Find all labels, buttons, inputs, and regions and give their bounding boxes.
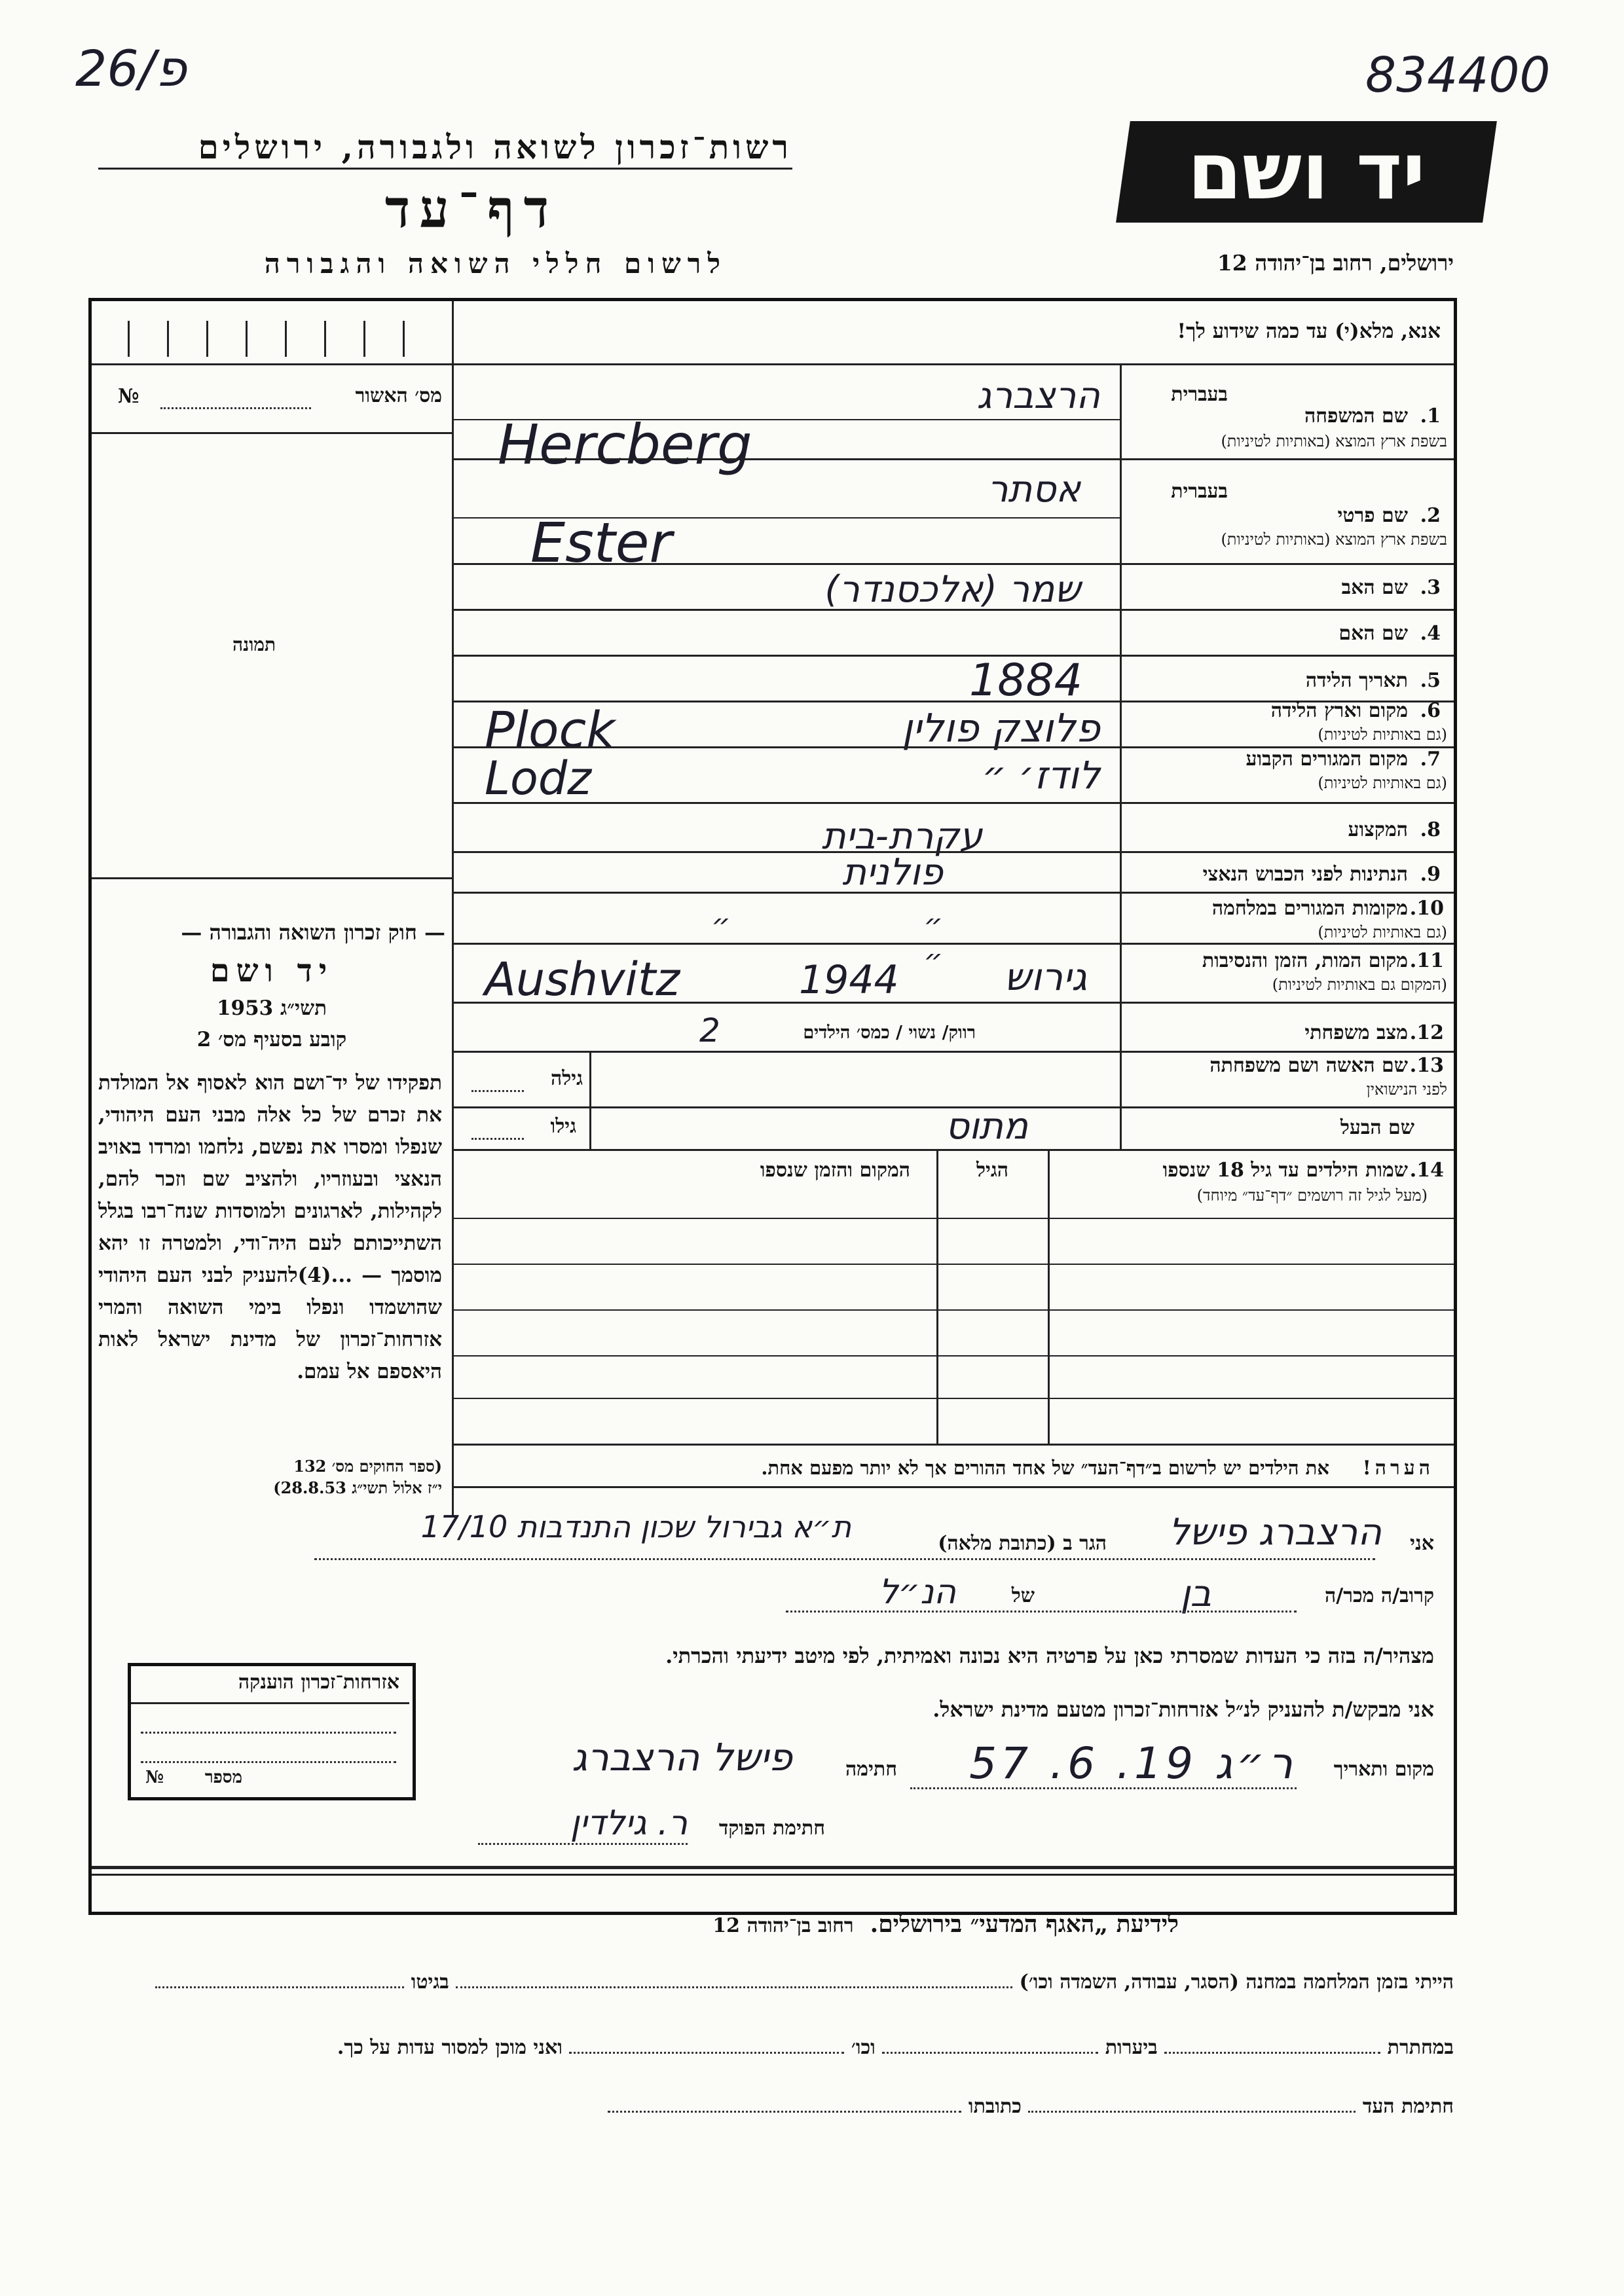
note-label: הערה! <box>1362 1457 1434 1480</box>
field-12-label: מצב משפחתי <box>1304 1021 1408 1044</box>
children-place-header: המקום והזמן שנספו <box>760 1159 910 1182</box>
law-clause: קובע בסעיף מס׳ 2 <box>196 1028 347 1051</box>
instruction-text: אנא, מלא(י) עד כמה שידוע לך! <box>1177 319 1441 343</box>
law-year-hebrew: תשי״ג 1953 <box>216 996 327 1020</box>
field-10-label: מקומות המגורים במלחמה <box>1211 897 1408 920</box>
field-6-sublabel: (גם באותיות לטיניות) <box>1318 725 1447 744</box>
field-10-sublabel: (גם באותיות לטיניות) <box>1318 923 1447 941</box>
field-9-label: הנתינות לפני הכבוש הנאצי <box>1202 863 1408 886</box>
note-text: את הילדים יש לרשום ב״דף־העד״ של אחד ההורים אך לא יותר מפעם אחת. <box>761 1457 1329 1479</box>
children-label: 14. <box>1409 1159 1444 1182</box>
field-2-latin-value: Ester <box>530 511 672 575</box>
children-title: שמות הילדים עד גיל 18 שנספו <box>1162 1159 1408 1182</box>
field-2-label: שם פרטי <box>1337 504 1408 527</box>
footer-witness-signature-label: חתימת העד <box>1362 2095 1454 2118</box>
field-13-number: 13. <box>1409 1054 1444 1077</box>
field-8-number: 8. <box>1420 818 1441 841</box>
field-6-label: מקום וארץ הלידה <box>1270 699 1408 722</box>
footer-forests-label: ביערות <box>1105 2036 1158 2059</box>
of-value: הנ״ל <box>879 1573 956 1612</box>
declaration-statement-1: מצהיר/ה בזה כי העדות שמסרתי כאן על פרטיה היא נכונה ואמיתית, לפי מיטב ידיעתי והכרתי. <box>665 1643 1434 1668</box>
declaration-i-label: אני <box>1410 1532 1434 1555</box>
footer-title-text: לידיעת „האגף המדעי״ בירושלים. <box>870 1910 1179 1938</box>
field-9-number: 9. <box>1420 863 1441 886</box>
relative-label: קרוב/ה מכר/ה <box>1325 1584 1434 1607</box>
column-divider-left <box>452 301 454 1516</box>
children-sublabel: (מעל לגיל זה רושמים ״דף־עד״ מיוחד) <box>1196 1186 1428 1205</box>
place-date-value: ר״ג 19. 6. 57 <box>969 1738 1297 1789</box>
approval-ticks <box>128 321 442 357</box>
field-7-latin-value: Lodz <box>485 752 592 805</box>
field-5-label: תאריך הלידה <box>1305 669 1408 692</box>
law-source-1: (ספר החוקים מס׳ 132 <box>293 1457 442 1476</box>
yad-vashem-logo: יד ושם <box>1116 121 1497 223</box>
field-10-value: ״ ״ ״ <box>711 907 1035 977</box>
label-column-divider <box>1120 363 1122 1149</box>
law-name: יד ושם <box>210 953 334 989</box>
approval-number-label: מס׳ האשור <box>355 384 442 407</box>
approval-number-sign: № <box>118 385 139 408</box>
field-11-number: 11. <box>1409 949 1444 972</box>
field-8-value: עקרת-בית <box>821 815 982 858</box>
footer-camp-label: הייתי בזמן המלחמה במחנה (הסגר, עבודה, השמדה וכו׳) <box>1019 1971 1454 1994</box>
field-10-number: 10. <box>1409 897 1444 920</box>
field-7-sublabel: (גם באותיות לטיניות) <box>1318 774 1447 792</box>
field-2-hebrew-tag: בעברית <box>1171 480 1228 503</box>
husband-value: מתוס <box>945 1105 1028 1148</box>
footer-etc-label: וכו׳ <box>851 2036 876 2059</box>
photo-label: תמונה <box>232 634 276 655</box>
field-5-number: 5. <box>1420 669 1441 692</box>
authority-underline <box>98 168 792 170</box>
field-12-options: רווק/ נשוי / כמס׳ הילדים <box>803 1023 976 1043</box>
footer-willing-label: ואני מוכן למסור עדות על כך. <box>337 2036 563 2059</box>
footer-line-1 <box>98 1971 1454 1994</box>
children-age-header: הגיל <box>976 1159 1008 1182</box>
field-2-hebrew-value: אסתר <box>987 468 1080 511</box>
footer-address-label: כתובתו <box>968 2095 1022 2118</box>
citizenship-number-sign: № <box>145 1768 164 1787</box>
declarant-name: הרצברג פישל <box>1168 1511 1382 1554</box>
signature-label: חתימה <box>845 1758 897 1781</box>
field-13-label: שם האשה ושם משפחתה <box>1209 1054 1408 1077</box>
field-13-age-label: גילה <box>550 1067 583 1090</box>
officer-signature-label: חתימת הפוקד <box>718 1817 825 1840</box>
field-5-value: 1884 <box>969 655 1083 706</box>
footer-line-2 <box>98 2036 1454 2059</box>
field-4-label: שם האם <box>1338 622 1408 645</box>
handwritten-file-number: 26/פ <box>75 39 187 98</box>
husband-label: שם הבעל <box>1340 1116 1414 1139</box>
husband-age-label: גילו <box>550 1115 576 1138</box>
institution-address: ירושלים, רחוב בן־יהודה 12 <box>1217 250 1454 276</box>
field-13-sublabel: לפני הנישואין <box>1366 1080 1447 1099</box>
field-11-circumstance-value: גירוש <box>1004 955 1087 999</box>
law-year: 1953 <box>216 996 274 1020</box>
field-12-children-count: 2 <box>699 1011 720 1049</box>
field-1-hebrew-value: הרצברג <box>976 374 1100 417</box>
field-3-label: שם האב <box>1341 576 1408 599</box>
field-1-number: 1. <box>1420 405 1441 428</box>
officer-signature: ר. גילדין <box>570 1804 688 1843</box>
footer-title <box>367 1910 1179 1938</box>
field-1-sublabel: בשפת ארץ המוצא (באותיות לטיניות) <box>1221 432 1447 450</box>
field-6-latin-value: Plock <box>485 701 616 759</box>
authority-name: רשות־זכרון לשואה ולגבורה, ירושלים <box>198 128 792 166</box>
law-title: — חוק זכרון השואה והגבורה — <box>181 920 445 945</box>
field-11-place-value: Aushvitz <box>485 953 680 1006</box>
field-1-hebrew-tag: בעברית <box>1171 383 1228 406</box>
form-title: דף־עד <box>384 178 559 240</box>
field-6-number: 6. <box>1420 699 1441 722</box>
declarant-signature: פישל הרצברג <box>572 1735 792 1779</box>
field-6-hebrew-value: פלוצק פולין <box>902 706 1100 752</box>
declaration-address-label: הגר ב (כתובת מלאה) <box>938 1532 1107 1555</box>
field-2-number: 2. <box>1420 504 1441 527</box>
declarant-address: ת״א גבירול שכון התנדבות 17/10 <box>420 1509 851 1544</box>
citizenship-box-title: אזרחות־זכרון הוענקה <box>238 1671 399 1694</box>
field-9-value: פולנית <box>842 851 943 894</box>
field-3-value: שמר (אלכסנדר) <box>824 568 1080 611</box>
field-11-sublabel: (המקום גם באותיות לטיניות) <box>1272 975 1447 994</box>
field-2-sublabel: בשפת ארץ המוצא (באותיות לטיניות) <box>1221 530 1447 549</box>
field-1-label: שם המשפחה <box>1304 405 1408 428</box>
law-body: תפקידו של יד־ושם הוא לאסוף אל המולדת את זכרם של כל אלה מבני העם היהודי, שנפלו ומסרו את נפשם, נלחמו ומרדו באויב הנאצי ובעוזריו, ולהציב שם וזכר להם, לקהילות, לארגונים ולמוסדות שנח־רבו בגלל השתייכותם לעם היה־ודי, ולמטרה זו יהא מוסמך — ...(4)להעניק לבני העם היהודי שהושמדו ונפלו בימי השואה והמרי אזרחות־זכרון של מדינת ישראל לאות היאספם אל עמם. <box>98 1071 442 1383</box>
field-11-year-value: 1944 <box>799 957 899 1003</box>
law-source-2: י״ז אלול תשי״ג 28.8.53) <box>273 1478 442 1497</box>
field-7-hebrew-value: לודז׳ ״ <box>982 753 1100 797</box>
field-4-number: 4. <box>1420 622 1441 645</box>
footer-address: רחוב בן־יהודה 12 <box>712 1914 854 1937</box>
field-1-latin-value: Hercberg <box>498 412 752 477</box>
footer-line-3 <box>98 2095 1454 2118</box>
declaration-statement-2: אני מבקש/ת להעניק לנ״ל אזרחות־זכרון מטעם מדינת ישראל. <box>932 1697 1434 1722</box>
footer-underground-label: במחתרת <box>1387 2036 1454 2059</box>
place-date-label: מקום ותאריך <box>1333 1758 1434 1781</box>
of-label: של <box>1011 1584 1035 1607</box>
form-purpose: לרשום חללי השואה והגבורה <box>264 247 727 280</box>
field-7-number: 7. <box>1420 748 1441 771</box>
citizenship-number-label: מספר <box>204 1768 242 1787</box>
relation-value: בן <box>1180 1573 1211 1615</box>
handwritten-record-number: 834400 <box>1365 47 1551 103</box>
field-8-label: המקצוע <box>1348 818 1408 841</box>
footer-ghetto-label: בגיטו <box>411 1971 449 1994</box>
field-3-number: 3. <box>1420 576 1441 599</box>
field-7-label: מקום המגורים הקבוע <box>1246 748 1408 771</box>
field-12-number: 12. <box>1409 1021 1444 1044</box>
field-11-label: מקום המות, הזמן והנסיבות <box>1202 949 1408 972</box>
